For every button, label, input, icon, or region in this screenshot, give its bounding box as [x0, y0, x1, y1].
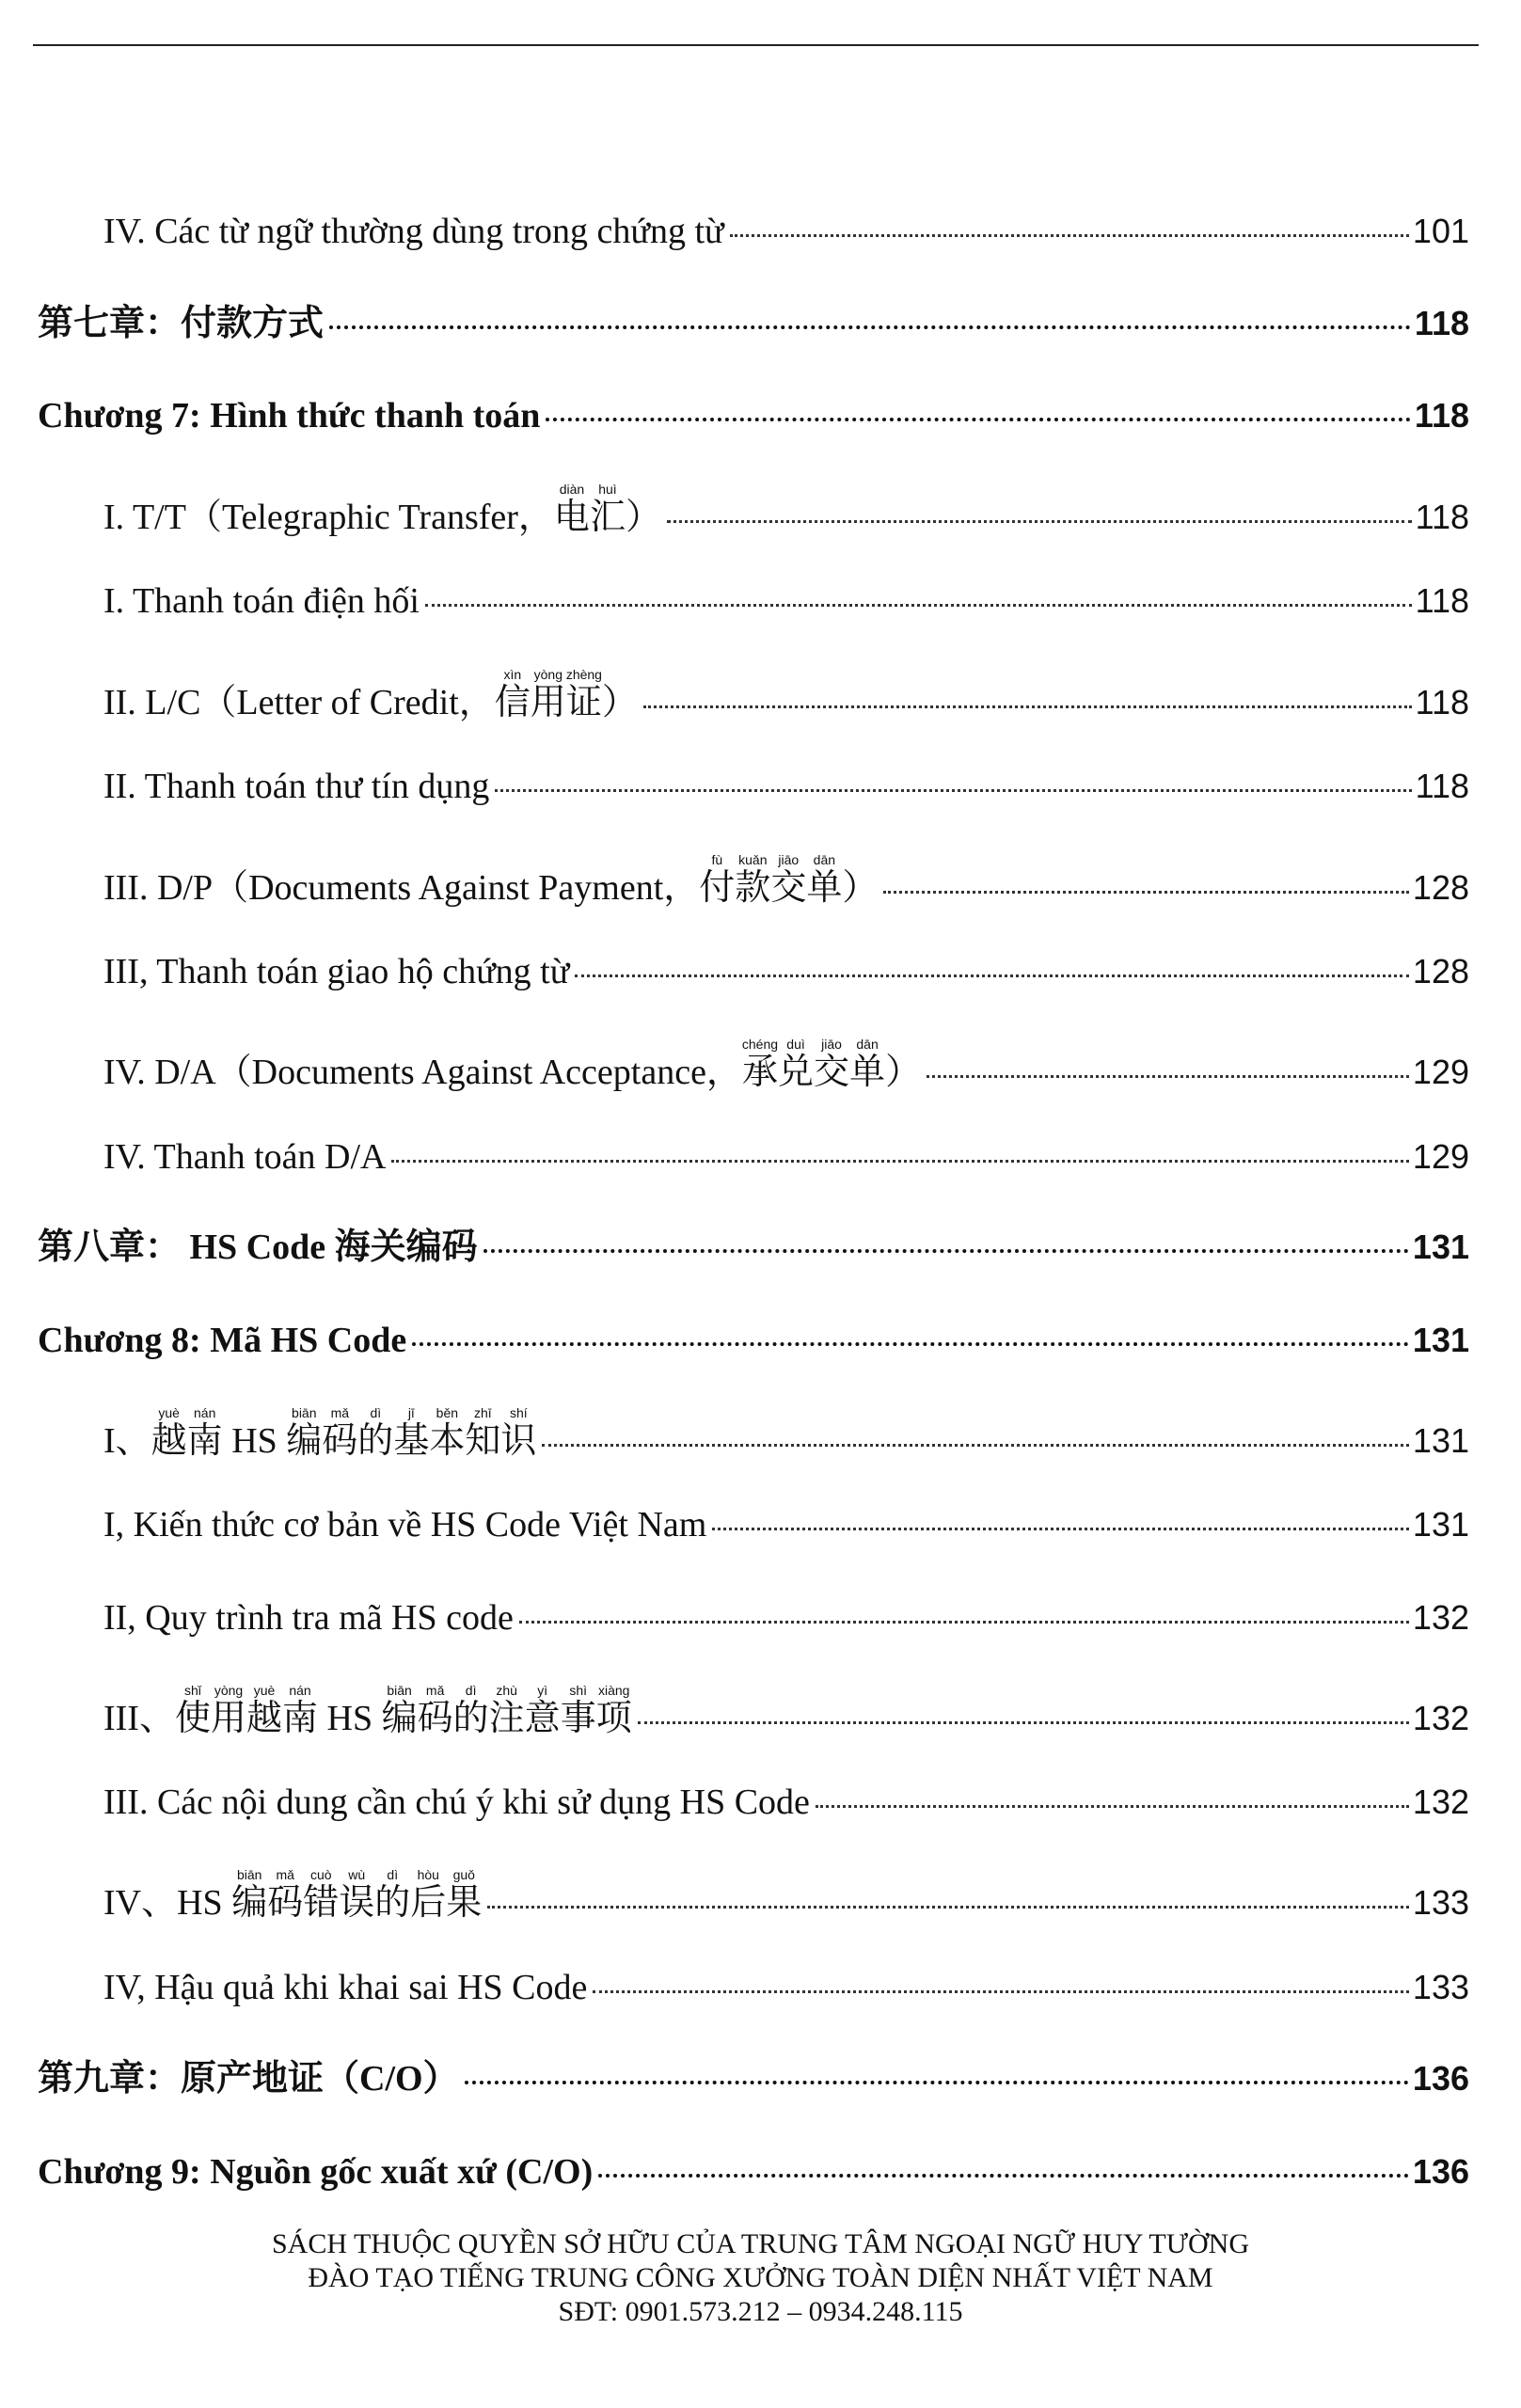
hanzi: 信 — [494, 681, 531, 722]
hanzi: 码 — [417, 1697, 453, 1738]
dot-leader — [575, 974, 1409, 977]
hanzi-group — [494, 667, 602, 722]
toc-entry-title — [103, 1782, 810, 1823]
toc-section-entry[interactable] — [0, 1038, 1521, 1094]
toc-page-number: 118 — [1415, 498, 1469, 536]
ruby-char — [429, 1405, 466, 1461]
toc-title-middle: HS — [222, 1421, 287, 1461]
pinyin: dì — [452, 1683, 489, 1698]
hanzi: 编 — [286, 1419, 323, 1461]
hanzi-group — [553, 482, 626, 537]
ruby-char — [282, 1683, 319, 1738]
toc-page-number: 118 — [1414, 396, 1469, 435]
pinyin: biān — [381, 1683, 418, 1698]
toc-row — [103, 1136, 1469, 1178]
toc-row — [103, 854, 1469, 910]
toc-title-text: II, Quy trình tra mã HS code — [103, 1598, 514, 1638]
pinyin: zhī — [465, 1405, 501, 1420]
toc-chapter-entry[interactable] — [0, 289, 1521, 345]
toc-section-entry[interactable] — [0, 1489, 1521, 1545]
toc-title-text: 第九章：原产地证（C/O） — [38, 2059, 459, 2099]
toc-page-number: 118 — [1415, 683, 1469, 721]
toc-page-number: 133 — [1412, 1968, 1469, 2006]
toc-title-text: 第七章：付款方式 — [38, 304, 325, 343]
toc-page-number: 132 — [1412, 1699, 1469, 1737]
pinyin: guǒ — [446, 1867, 483, 1882]
toc-chapter-entry[interactable] — [0, 380, 1521, 436]
toc-row — [103, 1869, 1469, 1925]
pinyin: shì — [560, 1683, 596, 1698]
pinyin: wù — [339, 1867, 375, 1882]
ruby-char — [735, 852, 771, 908]
hanzi: 编 — [231, 1881, 268, 1923]
hanzi: 注 — [488, 1697, 525, 1738]
pinyin: xìn — [494, 667, 531, 682]
toc-row — [103, 1967, 1469, 2008]
pinyin: dì — [357, 1405, 394, 1420]
toc-entry-title — [38, 293, 324, 345]
ruby-char — [488, 1683, 525, 1738]
toc-entry-title — [103, 854, 878, 910]
toc-entry-title — [103, 951, 569, 992]
header-rule — [33, 44, 1479, 46]
dot-leader — [730, 234, 1409, 237]
ruby-char — [849, 1037, 886, 1092]
pinyin: dān — [806, 852, 843, 867]
toc-title-suffix: ） — [625, 498, 661, 537]
hanzi: 南 — [186, 1419, 223, 1461]
pinyin: jī — [393, 1405, 430, 1420]
hanzi: 的 — [374, 1881, 411, 1923]
pinyin: běn — [429, 1405, 466, 1420]
pinyin: dì — [374, 1867, 411, 1882]
pinyin: diàn — [553, 482, 590, 497]
dot-leader — [495, 789, 1411, 792]
hanzi: 证 — [565, 681, 602, 722]
toc-entry-title — [103, 483, 661, 539]
ruby-char — [381, 1683, 418, 1738]
toc-page-number: 132 — [1412, 1598, 1469, 1637]
pinyin: nán — [282, 1683, 319, 1698]
dot-leader — [593, 1990, 1409, 1993]
toc-title-prefix: II. L/C（Letter of Credit， — [103, 683, 495, 722]
dot-leader — [412, 1342, 1409, 1346]
ruby-char — [465, 1405, 501, 1461]
pinyin: yòng — [210, 1683, 246, 1698]
hanzi: 单 — [806, 866, 843, 908]
toc-entry-title — [103, 1967, 587, 2008]
toc-section-entry[interactable] — [0, 1952, 1521, 2008]
hanzi: 码 — [322, 1419, 358, 1461]
hanzi: 误 — [339, 1881, 375, 1923]
ruby-char — [565, 667, 602, 722]
toc-title-text: 第八章： HS Code 海关编码 — [38, 1228, 478, 1267]
toc-title-text: III. Các nội dung cần chú ý khi sử dụng HS Code — [103, 1782, 810, 1822]
toc-title-prefix: IV. D/A（Documents Against Acceptance， — [103, 1053, 742, 1092]
toc-page-number: 128 — [1412, 868, 1469, 907]
toc-row — [103, 580, 1469, 622]
toc-page-number: 132 — [1412, 1782, 1469, 1821]
ruby-char — [452, 1683, 489, 1738]
hanzi: 款 — [735, 866, 771, 908]
dot-leader — [487, 1906, 1409, 1909]
toc-entry-title — [103, 1597, 514, 1639]
pinyin: fù — [699, 852, 736, 867]
toc-row — [38, 395, 1469, 436]
toc-row — [38, 1217, 1469, 1269]
toc-entry-title — [103, 1136, 386, 1178]
dot-leader — [391, 1160, 1408, 1163]
hanzi: 使 — [174, 1697, 211, 1738]
toc-row — [103, 1685, 1469, 1740]
toc-title-prefix: III. D/P（Documents Against Payment， — [103, 868, 700, 908]
dot-leader — [712, 1528, 1409, 1530]
pinyin: biān — [286, 1405, 323, 1420]
toc-title-text: I. Thanh toán điện hối — [103, 581, 420, 621]
hanzi: 本 — [429, 1419, 466, 1461]
pinyin: shí — [500, 1405, 537, 1420]
hanzi: 的 — [452, 1697, 489, 1738]
toc-entry-title — [103, 669, 638, 724]
pinyin: chéng — [741, 1037, 779, 1052]
toc-section-entry[interactable] — [0, 1766, 1521, 1823]
toc-title-text: II. Thanh toán thư tín dụng — [103, 767, 490, 806]
pinyin: kuǎn — [735, 852, 771, 867]
hanzi: 越 — [246, 1697, 283, 1738]
toc-section-entry[interactable] — [0, 1684, 1521, 1740]
dot-leader — [329, 325, 1411, 329]
ruby-char — [699, 852, 736, 908]
toc-row — [103, 766, 1469, 807]
dot-leader — [638, 1721, 1409, 1724]
toc-row — [103, 1782, 1469, 1823]
toc-chapter-entry[interactable] — [0, 1212, 1521, 1269]
dot-leader — [546, 418, 1411, 421]
toc-section-entry[interactable] — [0, 853, 1521, 910]
hanzi: 付 — [699, 866, 736, 908]
pinyin: xiàng — [595, 1683, 632, 1698]
hanzi: 南 — [282, 1697, 319, 1738]
ruby-char — [589, 482, 626, 537]
ruby-char — [286, 1405, 323, 1461]
toc-chapter-entry[interactable] — [0, 2136, 1521, 2193]
hanzi: 知 — [465, 1419, 501, 1461]
toc-title-suffix: ） — [842, 868, 879, 908]
ruby-char — [560, 1683, 596, 1738]
toc-page-number: 118 — [1415, 581, 1469, 620]
ruby-char — [174, 1683, 211, 1738]
toc-page-number: 118 — [1415, 767, 1469, 805]
pinyin: zhèng — [565, 667, 602, 682]
toc-row — [103, 669, 1469, 724]
toc-title-text: Chương 8: Mã HS Code — [38, 1321, 407, 1360]
ruby-char — [267, 1867, 304, 1923]
ruby-char — [303, 1867, 340, 1923]
hanzi: 项 — [595, 1697, 632, 1738]
toc-section-entry[interactable] — [0, 751, 1521, 807]
toc-entry-title — [38, 2049, 459, 2100]
toc-section-entry[interactable] — [0, 1406, 1521, 1463]
pinyin: zhù — [488, 1683, 525, 1698]
toc-title-prefix: I. T/T（Telegraphic Transfer， — [103, 498, 554, 537]
ruby-char — [741, 1037, 779, 1092]
hanzi: 交 — [770, 866, 807, 908]
ruby-char — [410, 1867, 447, 1923]
hanzi: 电 — [553, 496, 590, 537]
footer-line-3: SĐT: 0901.573.212 – 0934.248.115 — [558, 2296, 963, 2327]
dot-leader — [598, 2174, 1409, 2178]
toc-row — [38, 1320, 1469, 1361]
toc-section-entry[interactable] — [0, 196, 1521, 252]
toc-entry-title — [103, 1685, 632, 1740]
ruby-char — [524, 1683, 561, 1738]
toc-page-number: 133 — [1412, 1883, 1469, 1922]
pinyin: mǎ — [322, 1405, 358, 1420]
toc-page-number: 136 — [1412, 2059, 1469, 2098]
hanzi: 越 — [151, 1419, 187, 1461]
pinyin: jiāo — [814, 1037, 850, 1052]
page-footer — [0, 2227, 1521, 2329]
hanzi-group — [174, 1683, 319, 1738]
pinyin: mǎ — [267, 1867, 304, 1882]
toc-row — [103, 951, 1469, 992]
toc-row — [38, 293, 1469, 345]
ruby-char — [595, 1683, 632, 1738]
ruby-char — [814, 1037, 850, 1092]
toc-entry-title — [103, 1869, 482, 1925]
ruby-char — [322, 1405, 358, 1461]
hanzi: 意 — [524, 1697, 561, 1738]
toc-title-prefix: IV、HS — [103, 1883, 232, 1923]
toc-chapter-entry[interactable] — [0, 2044, 1521, 2100]
toc-page-number: 101 — [1412, 212, 1469, 250]
ruby-char — [770, 852, 807, 908]
hanzi-group — [231, 1867, 483, 1923]
toc-title-text: I, Kiến thức cơ bản về HS Code Việt Nam — [103, 1505, 707, 1545]
hanzi: 识 — [500, 1419, 537, 1461]
pinyin: yuè — [151, 1405, 187, 1420]
dot-leader — [667, 520, 1412, 523]
ruby-char — [357, 1405, 394, 1461]
toc-section-entry[interactable] — [0, 936, 1521, 992]
hanzi: 基 — [393, 1419, 430, 1461]
ruby-char — [393, 1405, 430, 1461]
dot-leader — [519, 1621, 1409, 1624]
dot-leader — [483, 1249, 1409, 1253]
toc-page-number: 128 — [1412, 952, 1469, 990]
hanzi: 的 — [357, 1419, 394, 1461]
ruby-char — [231, 1867, 268, 1923]
toc-chapter-entry[interactable] — [0, 1305, 1521, 1361]
hanzi-group — [699, 852, 843, 908]
toc-title-text: III, Thanh toán giao hộ chứng từ — [103, 952, 570, 991]
toc-entry-title — [38, 2151, 593, 2193]
hanzi: 果 — [446, 1881, 483, 1923]
toc-title-suffix: ） — [601, 683, 638, 722]
toc-title-text: Chương 7: Hình thức thanh toán — [38, 396, 541, 436]
hanzi: 交 — [814, 1051, 850, 1092]
hanzi: 汇 — [589, 496, 626, 537]
toc-page-number: 131 — [1412, 1505, 1469, 1544]
toc-row — [103, 1407, 1469, 1463]
footer-line-1: SÁCH THUỘC QUYỀN SỞ HỮU CỦA TRUNG TÂM NGOẠI NGỮ HUY TƯỜNG — [271, 2228, 1250, 2259]
pinyin: huì — [589, 482, 626, 497]
toc-title-text: IV, Hậu quả khi khai sai HS Code — [103, 1968, 588, 2007]
hanzi: 码 — [267, 1881, 304, 1923]
hanzi: 单 — [849, 1051, 886, 1092]
ruby-char — [417, 1683, 453, 1738]
toc-page-number: 129 — [1412, 1137, 1469, 1176]
toc-page-number: 118 — [1414, 304, 1469, 342]
ruby-char — [500, 1405, 537, 1461]
pinyin: cuò — [303, 1867, 340, 1882]
footer-line-2: ĐÀO TẠO TIẾNG TRUNG CÔNG XƯỞNG TOÀN DIỆN NHẤT VIỆT NAM — [308, 2262, 1213, 2293]
ruby-char — [374, 1867, 411, 1923]
ruby-char — [553, 482, 590, 537]
dot-leader — [816, 1805, 1409, 1808]
toc-row — [38, 2151, 1469, 2193]
dot-leader — [643, 705, 1412, 708]
ruby-char — [530, 667, 566, 722]
dot-leader — [883, 891, 1409, 894]
hanzi: 后 — [410, 1881, 447, 1923]
toc-page-number: 129 — [1412, 1053, 1469, 1091]
pinyin: yì — [524, 1683, 561, 1698]
dot-leader — [927, 1075, 1409, 1078]
dot-leader — [542, 1444, 1409, 1447]
toc-row — [103, 1504, 1469, 1545]
toc-title-suffix: ） — [885, 1053, 922, 1092]
toc-title-text: IV. Thanh toán D/A — [103, 1137, 387, 1177]
hanzi-group — [741, 1037, 886, 1092]
toc-section-entry[interactable] — [0, 1868, 1521, 1925]
toc-title-middle: HS — [318, 1699, 382, 1738]
toc-section-entry[interactable] — [0, 565, 1521, 622]
hanzi-group-2 — [381, 1683, 632, 1738]
ruby-char — [151, 1405, 187, 1461]
toc-entry-title — [103, 1504, 706, 1545]
toc-entry-title — [38, 1217, 478, 1269]
toc-row — [103, 1597, 1469, 1639]
pinyin: mǎ — [417, 1683, 453, 1698]
toc-entry-title — [38, 395, 540, 436]
toc-entry-title — [38, 1320, 406, 1361]
hanzi: 事 — [560, 1697, 596, 1738]
ruby-char — [339, 1867, 375, 1923]
toc-page-number: 131 — [1412, 1421, 1469, 1460]
toc-entry-title — [103, 580, 420, 622]
hanzi: 兑 — [778, 1051, 815, 1092]
hanzi-group — [151, 1405, 223, 1461]
ruby-char — [778, 1037, 815, 1092]
pinyin: yòng — [530, 667, 566, 682]
hanzi: 用 — [530, 681, 566, 722]
pinyin: shǐ — [174, 1683, 211, 1698]
hanzi: 编 — [381, 1697, 418, 1738]
toc-section-entry[interactable] — [0, 668, 1521, 724]
toc-row — [38, 2049, 1469, 2100]
toc-row — [103, 1038, 1469, 1094]
ruby-char — [494, 667, 531, 722]
hanzi: 用 — [210, 1697, 246, 1738]
ruby-char — [446, 1867, 483, 1923]
pinyin: jiāo — [770, 852, 807, 867]
hanzi: 承 — [741, 1051, 779, 1092]
toc-entry-title — [103, 1407, 536, 1463]
dot-leader — [465, 2081, 1409, 2084]
toc-row — [103, 211, 1469, 252]
ruby-char — [210, 1683, 246, 1738]
toc-page-number: 131 — [1412, 1228, 1469, 1266]
toc-row — [103, 483, 1469, 539]
pinyin: dān — [849, 1037, 886, 1052]
toc-entry-title — [103, 211, 724, 252]
toc-title-text: IV. Các từ ngữ thường dùng trong chứng từ — [103, 212, 724, 251]
pinyin: hòu — [410, 1867, 447, 1882]
toc-entry-title — [103, 1038, 921, 1094]
ruby-char — [246, 1683, 283, 1738]
pinyin: nán — [186, 1405, 223, 1420]
toc-title-prefix: I、 — [103, 1421, 151, 1461]
toc-page-number: 131 — [1412, 1321, 1469, 1359]
pinyin: biān — [231, 1867, 268, 1882]
ruby-char — [186, 1405, 223, 1461]
toc-title-prefix: III、 — [103, 1699, 175, 1738]
pinyin: duì — [778, 1037, 815, 1052]
toc-section-entry[interactable] — [0, 1582, 1521, 1639]
toc-entry-title — [103, 766, 489, 807]
toc-section-entry[interactable] — [0, 483, 1521, 539]
toc-page-number: 136 — [1412, 2152, 1469, 2191]
dot-leader — [425, 604, 1412, 607]
hanzi-group-2 — [286, 1405, 537, 1461]
hanzi: 错 — [303, 1881, 340, 1923]
ruby-char — [806, 852, 843, 908]
toc-title-text: Chương 9: Nguồn gốc xuất xứ (C/O) — [38, 2152, 594, 2192]
toc-section-entry[interactable] — [0, 1121, 1521, 1178]
pinyin: yuè — [246, 1683, 283, 1698]
